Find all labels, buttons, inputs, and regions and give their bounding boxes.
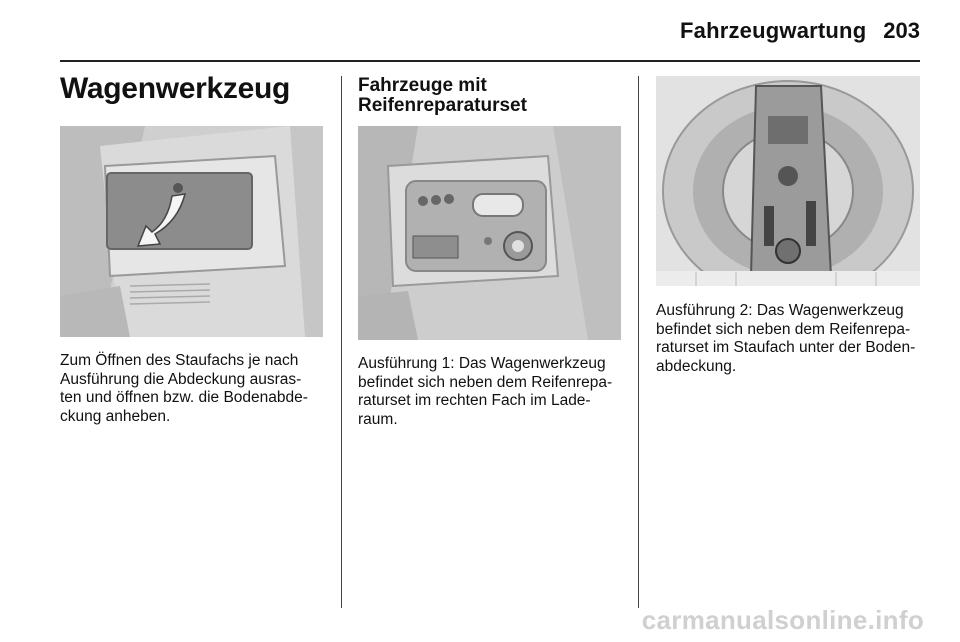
text-line: Zum Öffnen des Staufachs je nach	[60, 352, 299, 369]
subsection-title	[358, 76, 628, 116]
subsection-title-line: Fahrzeuge mit	[358, 75, 487, 96]
text-line: befindet sich neben dem Reifenrepa-	[656, 320, 911, 338]
column-divider	[638, 76, 639, 608]
text-line: abdeckung.	[656, 357, 737, 375]
watermark: carmanualsonline.info	[641, 605, 924, 635]
text-line: ten und öffnen bzw. die Bodenabde-	[60, 389, 308, 406]
section-title: Wagenwerkzeug	[60, 72, 291, 105]
tire-repair-kit-compartment-illustration	[358, 126, 621, 340]
header-title: Fahrzeugwartung	[680, 18, 867, 43]
text-line: Ausführung 2: Das Wagenwerkzeug	[656, 302, 904, 319]
trunk-side-panel-illustration	[60, 126, 323, 337]
text-line: Ausführung die Abdeckung ausras-	[60, 370, 302, 388]
text-line: raturset im rechten Fach im Lade-	[358, 392, 591, 409]
text-line: Ausführung 1: Das Wagenwerkzeug	[358, 355, 606, 372]
spare-wheel-well-illustration	[656, 76, 920, 286]
column-divider	[341, 76, 342, 608]
subsection-title-line: Reifenreparaturset	[358, 95, 527, 116]
text-line: raturset im Staufach unter der Boden-	[656, 339, 916, 356]
text-line: raum.	[358, 410, 398, 428]
text-line: befindet sich neben dem Reifenrepa-	[358, 373, 613, 391]
header-divider	[60, 60, 920, 62]
text-line: ckung anheben.	[60, 407, 171, 425]
column3-text	[656, 302, 915, 376]
column2-text	[358, 355, 612, 429]
page-number: 203	[883, 18, 920, 43]
column1-text	[60, 352, 308, 426]
